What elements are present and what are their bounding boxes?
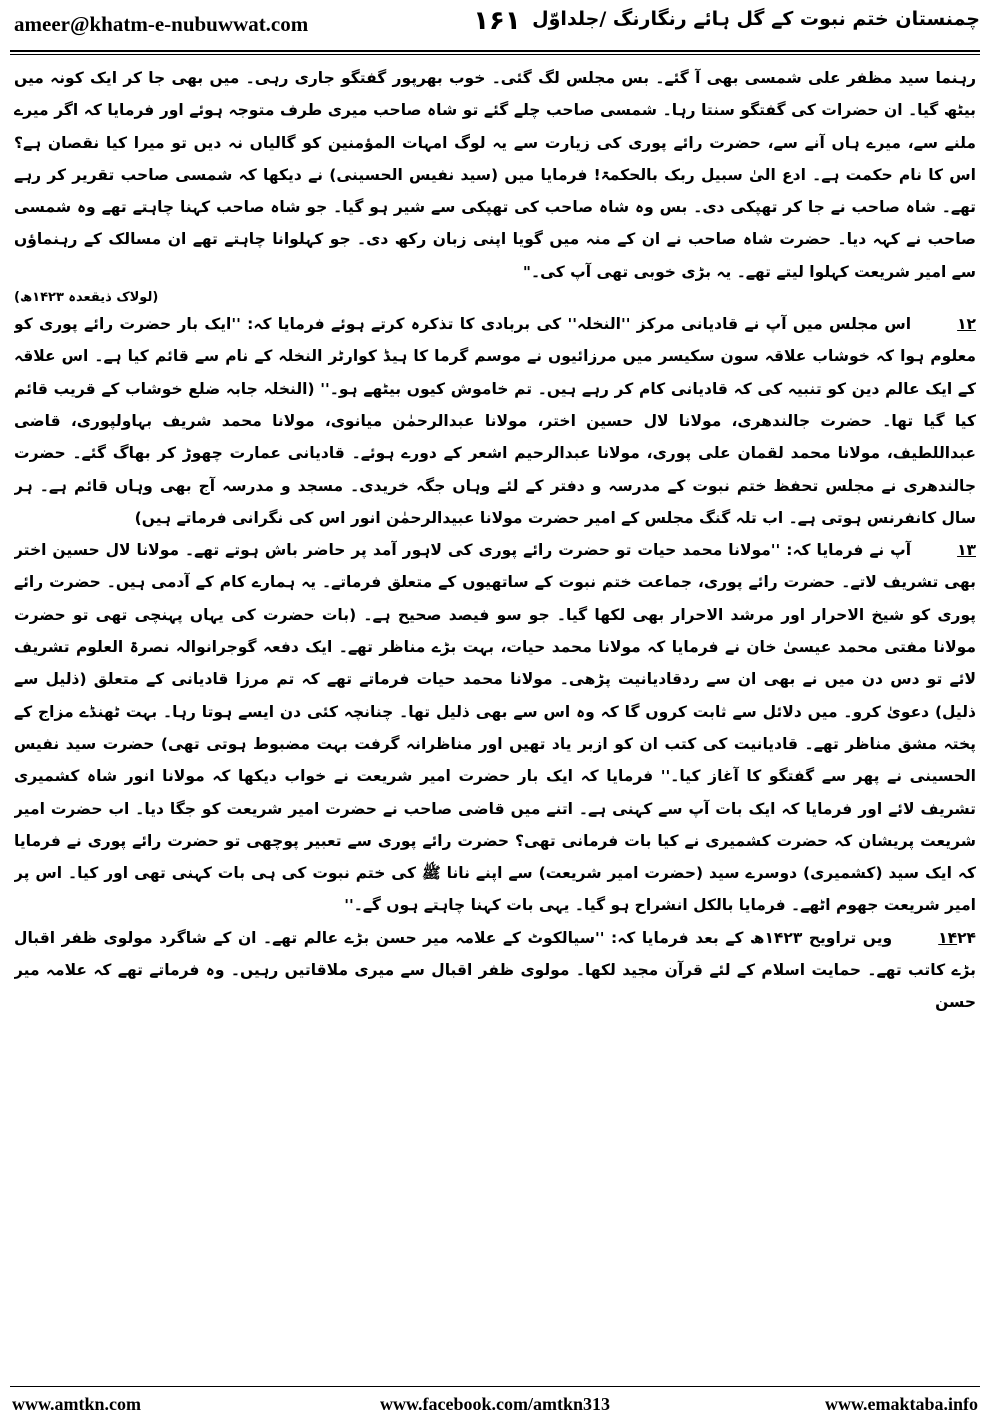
section-text: آپ نے فرمایا کہ: ''مولانا محمد حیات تو حضرت رائے پوری کی لاہور آمد پر حاضر باش ہوتے تھے۔ مولانا لال حسین اختر بھی تشریف لاتے۔ حضرت رائے پوری، جماعت ختم نبوت کے ساتھیوں کے متعلق فرماتے۔ یہ ہمارے کام کے آدمی ہیں۔ حضرت رائے پوری کو شیخ الاحرار اور مرشد الاحرار بھی لکھا گیا۔ جو سو فیصد صحیح ہے۔ (بات حضرت کی یہاں پہنچی تھی تو حضرت مولانا مفتی محمد عیسیٰ خان نے فرمایا کہ مولانا محمد حیات، بہت بڑے مناظر تھے۔ ایک دفعہ گوجرانوالہ نصرۃ العلوم تشریف لائے تو دس دن میں نے بھی ان سے ردقادیانیت پڑھی۔ مولانا محمد حیات فرماتے تھے کہ تم مرزا قادیانی کے متعلق (ذلیل سے ذلیل) دعویٰ کرو۔ میں دلائل سے ثابت کروں گا کہ وہ اس سے بھی ذلیل تھا۔ چنانچہ کئی دن ایسے ہوتا رہا۔ بہت ٹھنڈے مزاج کے پختہ مشق مناظر تھے۔ قادیانیت کی کتب ان کو ازبر یاد تھیں اور مناظرانہ گرفت بہت مضبوط ہوتی تھی) حضرت سید نفیس الحسینی نے پھر سے گفتگو کا آغاز کیا۔'' فرمایا کہ ایک بار حضرت امیر شریعت نے خواب دیکھا کہ مولانا انور شاہ کشمیری تشریف لائے اور فرمایا کہ ایک بات آپ سے کہنی ہے۔ اتنے میں قاضی صاحب نے حضرت امیر شریعت کو جگا دیا۔ اب حضرت امیر شریعت پریشان کہ حضرت کشمیری نے کیا بات فرمانی تھی؟ حضرت رائے پوری سے تعبیر پوچھی تو حضرت رائے پوری نے فرمایا کہ ایک سید (کشمیری) دوسرے سید (حضرت امیر شریعت) سے اپنے نانا ﷺ کی ختم نبوت کی ہی بات کہنی تھی اور کیا۔ اس پر امیر شریعت جھوم اٹھے۔ فرمایا بالکل انشراح ہو گیا۔ یہی بات کہنا چاہتے ہوں گے۔'': [14, 541, 976, 915]
book-title: چمنستان ختم نبوت کے گل ہائے رنگارنگ /جلداوّل: [532, 8, 980, 30]
intro-reference: (لولاک ذیقعدہ ۱۴۲۳ھ): [14, 290, 159, 306]
intro-paragraph: [14, 62, 976, 308]
section-13: [14, 534, 976, 922]
header-rule-thin: [10, 54, 980, 55]
page-body: [14, 62, 976, 1380]
section-number: ۱۴: [938, 928, 958, 947]
section-14: [14, 922, 976, 1019]
page-footer: [0, 1390, 990, 1420]
section-text: اس مجلس میں آپ نے قادیانی مرکز ''النخلہ'' کی بربادی کا تذکرہ کرتے ہوئے فرمایا کہ: ''ایک بار حضرت رائے پوری کو معلوم ہوا کہ خوشاب علاقہ سون سکیسر میں مرزائیوں نے موسم گرما کا ہیڈ کوارٹر النخلہ کے نام سے قائم کیا ہے۔ اس علاقہ کے ایک عالم دین کو تنبیہ کی کہ قادیانی کام کر رہے ہیں۔ تم خاموش کیوں بیٹھے ہو۔'' (النخلہ جابہ ضلع خوشاب کے قریب قائم کیا گیا تھا۔ حضرت جالندھری، مولانا لال حسین اختر، مولانا عبدالرحمٰن میانوی، مولانا محمد شریف بہاولپوری، قاضی عبداللطیف، مولانا محمد لقمان علی پوری، مولانا عبدالرحیم اشعر کے دورے ہوئے۔ قادیانی عمارت چھوڑ کر بھاگ گئے۔ حضرت جالندھری نے مجلس تحفظ ختم نبوت کے مدرسہ و دفتر کے لئے وہاں جگہ خریدی۔ مسجد و مدرسہ آج بھی وہاں قائم ہے۔ ہر سال کانفرنس ہوتی ہے۔ اب تلہ گنگ مجلس کے امیر حضرت مولانا عبیدالرحمٰن انور اس کی نگرانی فرماتے ہیں): [14, 315, 976, 527]
section-12: [14, 308, 976, 534]
footer-link-facebook[interactable]: www.facebook.com/amtkn313: [380, 1394, 610, 1414]
section-text: ۲۴ویں تراویح ۱۴۲۳ھ کے بعد فرمایا کہ: ''سیالکوٹ کے علامہ میر حسن بڑے عالم تھے۔ ان کے شاگرد مولوی ظفر اقبال بڑے کاتب تھے۔ حمایت اسلام کے لئے قرآن مجید لکھا۔ مولوی ظفر اقبال سے میری ملاقاتیں رہیں۔ وہ فرماتے تھے کہ علامہ میر حسن: [14, 928, 976, 1012]
intro-text: رہنما سید مظفر علی شمسی بھی آ گئے۔ بس مجلس لگ گئی۔ خوب بھرپور گفتگو جاری رہی۔ میں بھی جا کر ایک کونہ میں بیٹھ گیا۔ ان حضرات کی گفتگو سنتا رہا۔ شمسی صاحب چلے گئے تو شاہ صاحب میری طرف متوجہ ہوئے اور فرمایا کہ اگر میرے ملنے سے، میرے ہاں آنے سے، حضرت رائے پوری کی زیارت سے یہ لوگ امہات المؤمنین کو گالیاں نہ دیں تو میرا کیا نقصان ہے؟ اس کا نام حکمت ہے۔ ادع الیٰ سبیل ربک بالحکمۃ! فرمایا میں (سید نفیس الحسینی) نے دیکھا کہ شمسی صاحب تقریر کر رہے تھے۔ شاہ صاحب نے جا کر تھپکی دی۔ بس وہ شاہ صاحب کی تھپکی سے شیر ہو گیا۔ جو شاہ صاحب کہنا چاہتے تھے وہ شمسی صاحب نے کہہ دیا۔ حضرت شاہ صاحب نے ان کے منہ میں گویا اپنی زبان رکھ دی۔ جو کہلوانا چاہتے تھے ان مسالک کے رہنماؤں سے امیر شریعت کہلوا لیتے تھے۔ یہ بڑی خوبی تھی آپ کی۔": [14, 69, 976, 281]
section-number: ۱۲: [957, 315, 976, 334]
footer-link-amtkn[interactable]: www.amtkn.com: [12, 1394, 141, 1414]
page-header: [0, 0, 990, 52]
page-number: ۱۶۱: [473, 6, 521, 36]
footer-rule: [10, 1386, 980, 1387]
header-email: ameer@khatm-e-nubuwwat.com: [14, 12, 309, 36]
section-number: ۱۳: [957, 541, 976, 560]
header-rule: [10, 50, 980, 52]
footer-link-emaktaba[interactable]: www.emaktaba.info: [824, 1394, 978, 1414]
